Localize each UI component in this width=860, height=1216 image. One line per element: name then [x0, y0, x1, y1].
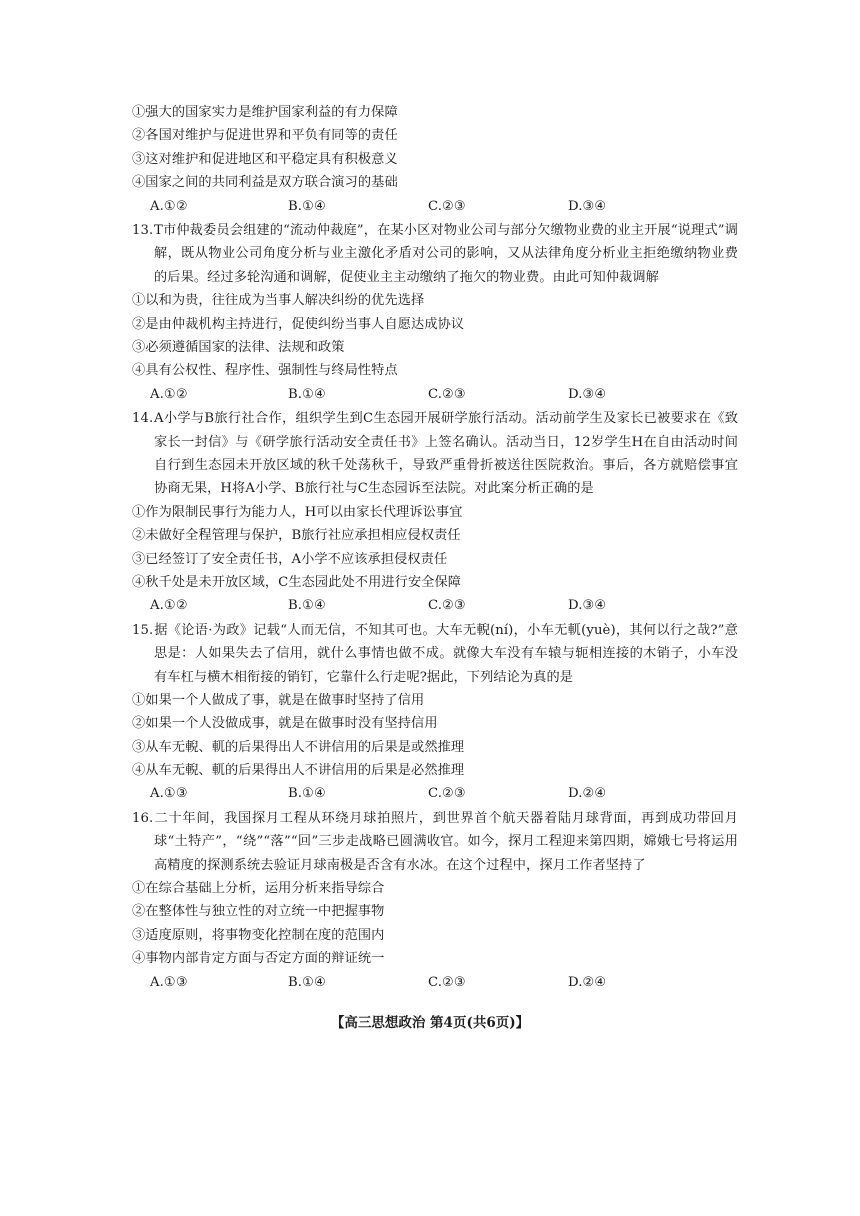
answer-choices	[132, 195, 738, 218]
answer-b: B.①④	[288, 786, 326, 802]
answer-a: A.①②	[150, 598, 188, 614]
question-13	[132, 219, 738, 406]
option: ③这对维护和促进地区和平稳定具有积极意义	[132, 151, 398, 167]
option: ④事物内部肯定方面与否定方面的辩证统一	[132, 951, 385, 967]
option: ②是由仲裁机构主持进行，促使纠纷当事人自愿达成协议	[132, 316, 465, 332]
question-number: 14.	[132, 411, 154, 427]
answer-b: B.①④	[288, 386, 326, 402]
question-16	[132, 807, 738, 994]
answer-c: C.②③	[428, 198, 466, 214]
question-number: 15.	[132, 622, 154, 638]
option: ③必须遵循国家的法律、法规和政策	[132, 339, 345, 355]
answer-choices	[132, 971, 738, 994]
option: ③已经签订了安全责任书，A小学不应该承担侵权责任	[132, 551, 448, 567]
answer-choices	[132, 383, 738, 406]
question-stem	[132, 619, 738, 689]
question-text: 二十年间，我国探月工程从环绕月球拍照片，到世界首个航天器着陆月球背面，再到成功带回月球“土特产”，“绕”“落”“回”三步走战略已圆满收官。如今，探月工程迎来第四期，嫦娥七号将运用高精度的探测系统去验证月球南极是否含有水冰。在这个过程中，探月工作者坚持了	[154, 810, 738, 873]
answer-c: C.②③	[428, 974, 466, 990]
question-text: 据《论语·为政》记载“人而无信，不知其可也。大车无輗(ní)，小车无軏(yuè)，其何以行之哉?”意思是：人如果失去了信用，就什么事情也做不成。就像大车没有车辕与轭相连接的木销子，小车没有车杠与横木相衔接的销钉，它靠什么行走呢?据此，下列结论为真的是	[154, 622, 738, 685]
option: ③适度原则，将事物变化控制在度的范围内	[132, 927, 385, 943]
question-15	[132, 619, 738, 806]
page-footer: 【高三思想政治 第4页(共6页)】	[330, 1015, 530, 1031]
page-content	[132, 100, 738, 994]
option: ③从车无輗、軏的后果得出人不讲信用的后果是或然推理	[132, 739, 465, 755]
option: ②在整体性与独立性的对立统一中把握事物	[132, 904, 385, 920]
answer-a: A.①②	[150, 386, 188, 402]
question-stem	[132, 807, 738, 877]
answer-c: C.②③	[428, 598, 466, 614]
question-text: T市仲裁委员会组建的“流动仲裁庭”，在某小区对物业公司与部分欠缴物业费的业主开展“说理式”调解，既从物业公司角度分析与业主激化矛盾对公司的影响，又从法律角度分析业主拒绝缴纳物业费的后果。经过多轮沟通和调解，促使业主主动缴纳了拖欠的物业费。由此可知仲裁调解	[154, 222, 738, 285]
answer-b: B.①④	[288, 974, 326, 990]
question-stem	[132, 219, 738, 289]
option: ②如果一个人没做成事，就是在做事时没有坚持信用	[132, 716, 438, 732]
option: ①在综合基础上分析，运用分析来指导综合	[132, 881, 385, 897]
option: ④具有公权性、程序性、强制性与终局性特点	[132, 363, 398, 379]
answer-a: A.①③	[150, 786, 188, 802]
answer-d: D.③④	[568, 386, 607, 402]
answer-b: B.①④	[288, 598, 326, 614]
question-number: 13.	[132, 222, 154, 238]
question-number: 16.	[132, 810, 154, 826]
question-14	[132, 407, 738, 618]
answer-d: D.③④	[568, 198, 607, 214]
answer-choices	[132, 782, 738, 805]
question-text: A小学与B旅行社合作，组织学生到C生态园开展研学旅行活动。活动前学生及家长已被要求在《致家长一封信》与《研学旅行活动安全责任书》上签名确认。活动当日，12岁学生H在自由活动时间自行到生态园未开放区域的秋千处荡秋千，导致严重骨折被送往医院救治。事后，各方就赔偿事宜协商无果，H将A小学、B旅行社与C生态园诉至法院。对此案分析正确的是	[154, 411, 738, 497]
option: ④国家之间的共同利益是双方联合演习的基础	[132, 175, 398, 191]
answer-c: C.②③	[428, 786, 466, 802]
answer-b: B.①④	[288, 198, 326, 214]
question-stem	[132, 407, 738, 501]
answer-a: A.①②	[150, 198, 188, 214]
option: ④秋千处是未开放区域，C生态园此处不用进行安全保障	[132, 574, 462, 590]
option: ①强大的国家实力是维护国家利益的有力保障	[132, 105, 398, 120]
option: ①作为限制民事行为能力人，H可以由家长代理诉讼事宜	[132, 504, 463, 520]
question-12-tail	[132, 101, 738, 218]
option: ①如果一个人做成了事，就是在做事时坚持了信用	[132, 692, 425, 708]
answer-d: D.③④	[568, 598, 607, 614]
option: ①以和为贵，往往成为当事人解决纠纷的优先选择	[132, 293, 425, 309]
answer-choices	[132, 594, 738, 617]
option: ④从车无輗、軏的后果得出人不讲信用的后果是必然推理	[132, 763, 465, 779]
option: ②未做好全程管理与保护，B旅行社应承担相应侵权责任	[132, 528, 461, 544]
answer-d: D.②④	[568, 786, 607, 802]
answer-a: A.①③	[150, 974, 188, 990]
answer-c: C.②③	[428, 386, 466, 402]
answer-d: D.②④	[568, 974, 607, 990]
option: ②各国对维护与促进世界和平负有同等的责任	[132, 128, 398, 144]
